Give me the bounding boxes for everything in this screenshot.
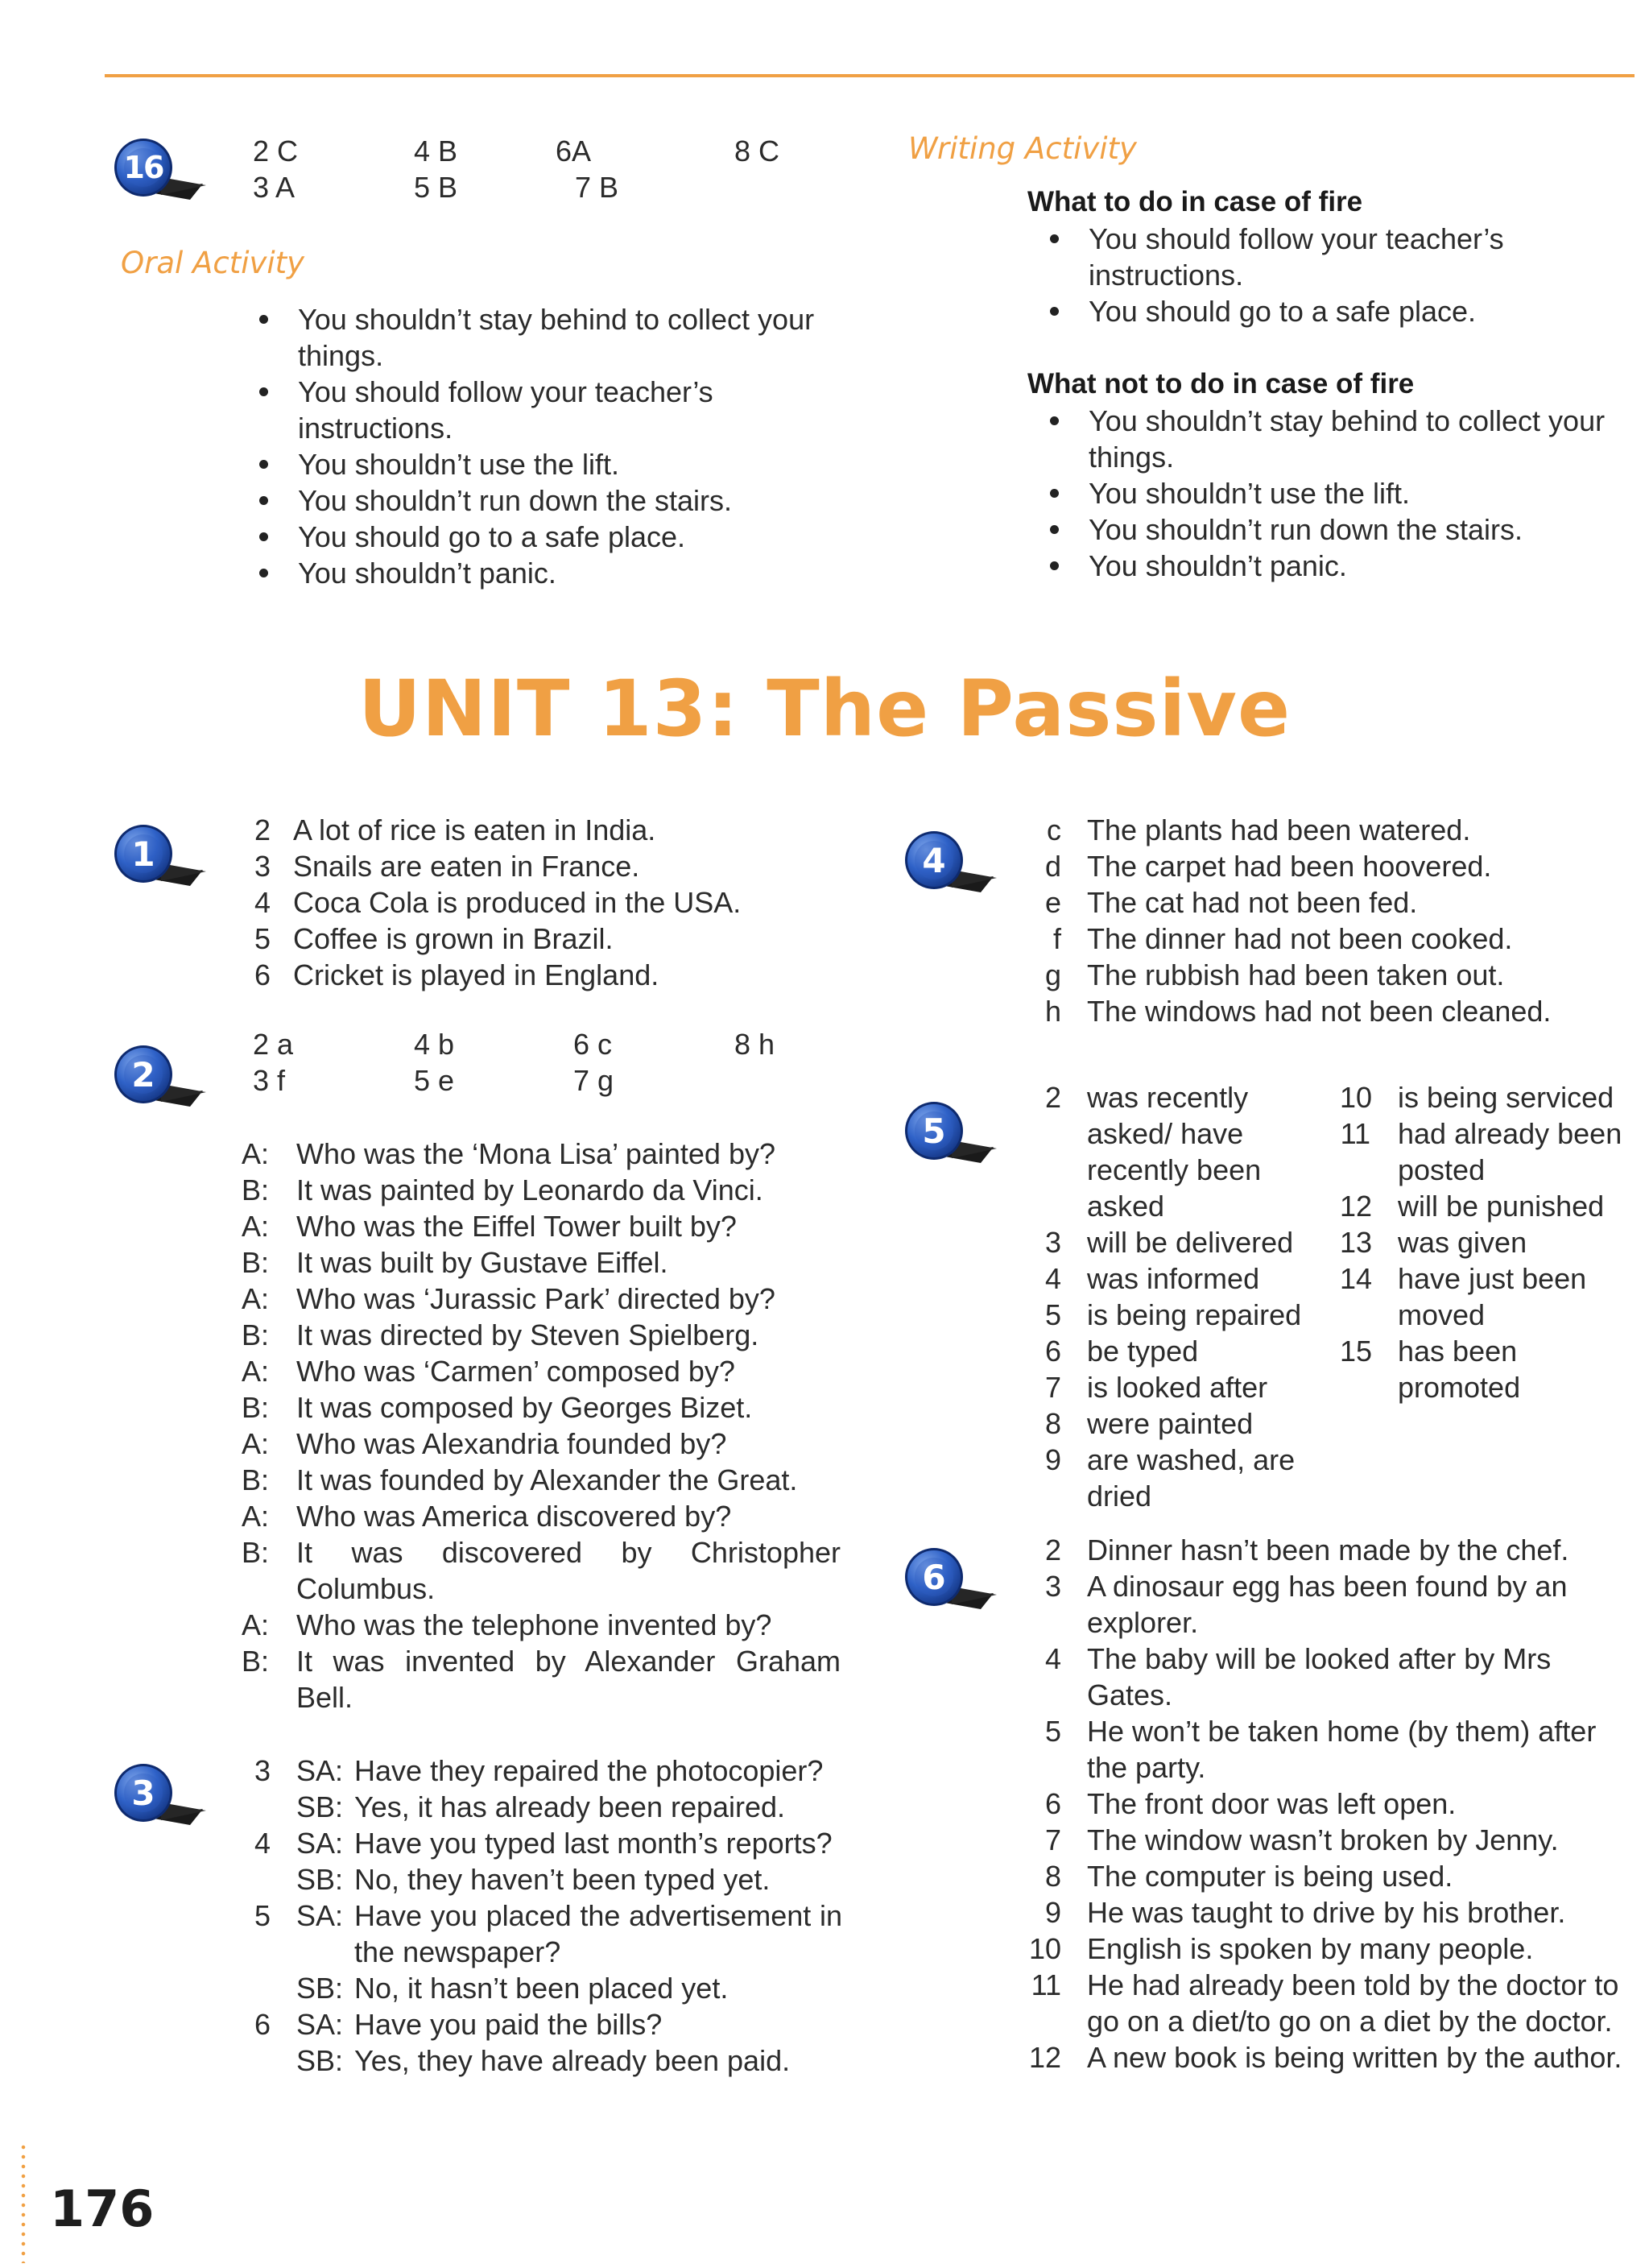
list-item: [1039, 812, 1635, 848]
speaker-label: B:: [242, 1536, 270, 1569]
list-item: [238, 921, 850, 957]
list-item: [1039, 884, 1635, 921]
item-number: 8: [1044, 1407, 1061, 1440]
speaker-label: B:: [242, 1391, 270, 1424]
unit-title: UNIT 13: The Passive: [357, 664, 1292, 754]
dialogue-text: Who was the ‘Mona Lisa’ painted by?: [296, 1137, 776, 1170]
exercise-3-badge: [113, 1761, 208, 1825]
dialogue-text: Who was the Eiffel Tower built by?: [296, 1210, 737, 1243]
dialogue-text: Who was the telephone invented by?: [296, 1608, 772, 1641]
dialogue-question: [242, 1898, 842, 1970]
item-number: 4: [254, 886, 271, 919]
dialogue-text: It was composed by Georges Bizet.: [296, 1391, 753, 1424]
list-item: [1039, 1333, 1317, 1369]
dialogue-line: [242, 1534, 841, 1607]
item-text: A dinosaur egg has been found by an explorer.: [1087, 1570, 1568, 1639]
speaker-label: B:: [242, 1463, 270, 1496]
item-text: The carpet had been hoovered.: [1087, 850, 1492, 883]
item-text: The plants had been watered.: [1087, 813, 1471, 846]
speaker-label: SB:: [296, 2044, 344, 2077]
indent: [242, 1970, 296, 2006]
item-number: 4: [1044, 1642, 1061, 1675]
dialogue-line: [242, 1244, 841, 1281]
bullet-item: You shouldn’t panic.: [253, 555, 865, 591]
speaker-label: SB:: [296, 1790, 344, 1823]
bullet-item: You shouldn’t use the lift.: [253, 446, 865, 482]
answer-cell: 5 e: [414, 1064, 455, 1097]
dialogue-text: Who was ‘Carmen’ composed by?: [296, 1355, 735, 1388]
list-item: [1039, 1405, 1317, 1442]
dialogue-answer: [242, 1789, 842, 1825]
dialogue-line: [242, 1208, 841, 1244]
dialogue-answer: [242, 1970, 842, 2006]
list-item: [1340, 1333, 1635, 1405]
list-item: [1027, 1822, 1638, 1858]
speaker-label: B:: [242, 1246, 270, 1279]
exercise-5-badge: [903, 1099, 998, 1163]
speaker-label: B:: [242, 1173, 270, 1206]
item-text: Coca Cola is produced in the USA.: [293, 886, 742, 919]
item-number: 2: [254, 813, 271, 846]
bullet-item: You should follow your teacher’s instructions.: [253, 374, 865, 446]
item-text: English is spoken by many people.: [1087, 1932, 1534, 1965]
do-list: [1044, 221, 1623, 329]
list-item: [1039, 1297, 1317, 1333]
item-number: 9: [1044, 1443, 1061, 1476]
dialogue-text: Who was America discovered by?: [296, 1500, 732, 1533]
item-number: g: [1044, 958, 1061, 991]
item-text: has been promoted: [1398, 1335, 1521, 1404]
dialogue-line: [242, 1353, 841, 1389]
speaker-label: SB:: [296, 1863, 344, 1896]
item-number: 2: [1044, 1533, 1061, 1566]
answer-cell: 6A: [556, 135, 592, 168]
dialogue-text: It was invented by Alexander Graham Bell.: [296, 1645, 841, 1714]
item-text: Snails are eaten in France.: [293, 850, 640, 883]
answer-cell: 3 f: [253, 1064, 286, 1097]
oral-activity-list: [253, 301, 865, 591]
exercise-number: 3: [131, 1773, 155, 1813]
dialogue-text: It was discovered by Christopher Columbus.: [296, 1536, 841, 1605]
indent: [242, 1789, 296, 1825]
list-item: [1340, 1260, 1635, 1333]
speaker-label: A:: [242, 1500, 270, 1533]
item-number: 12: [1340, 1190, 1373, 1223]
item-text: are washed, are dried: [1087, 1443, 1296, 1513]
dialogue-line: [242, 1498, 841, 1534]
item-number: 14: [1340, 1262, 1373, 1295]
dialogue-question: [242, 2006, 842, 2042]
item-text: will be delivered: [1087, 1226, 1294, 1259]
question-text: Have they repaired the photocopier?: [354, 1754, 824, 1787]
question-text: Have you typed last month’s reports?: [354, 1827, 833, 1860]
list-item: [1027, 1568, 1638, 1641]
item-number: 7: [1044, 1823, 1061, 1856]
answer-cell: 8 h: [734, 1028, 775, 1061]
list-item: [1340, 1079, 1635, 1115]
speaker-label: A:: [242, 1137, 270, 1170]
item-number: 3: [1044, 1570, 1061, 1603]
dialogue-line: [242, 1389, 841, 1426]
dialogue-answer: [242, 1861, 842, 1898]
bullet-item: You should follow your teacher’s instructions.: [1044, 221, 1623, 293]
speaker-label: SB:: [296, 1972, 344, 2005]
list-item: [1039, 848, 1635, 884]
question-text: Have you placed the advertisement in the newspaper?: [354, 1899, 842, 1968]
bullet-item: You shouldn’t stay behind to collect your things.: [253, 301, 865, 374]
list-item: [1039, 993, 1635, 1029]
speaker-label: A:: [242, 1355, 270, 1388]
list-item: [1039, 1442, 1317, 1514]
list-item: [1027, 1931, 1638, 1967]
speaker-label: SA:: [296, 1899, 344, 1932]
margin-dots: [21, 2142, 26, 2263]
speaker-label: A:: [242, 1608, 270, 1641]
item-text: A lot of rice is eaten in India.: [293, 813, 656, 846]
exercise-6-badge: [903, 1545, 998, 1609]
item-number: 12: [1028, 2041, 1061, 2074]
answer-cell: 2 C: [253, 135, 299, 168]
dialogue-text: Who was ‘Jurassic Park’ directed by?: [296, 1282, 775, 1315]
dialogue-question: [242, 1825, 842, 1861]
speaker-label: B:: [242, 1318, 270, 1351]
list-item: [238, 884, 850, 921]
bullet-item: You should go to a safe place.: [253, 519, 865, 555]
answer-text: No, it hasn’t been placed yet.: [354, 1972, 729, 2005]
list-item: [1027, 1894, 1638, 1931]
item-number: 5: [254, 922, 271, 955]
oral-activity-title: Oral Activity: [121, 246, 305, 280]
item-text: The windows had not been cleaned.: [1087, 995, 1552, 1028]
item-number: h: [1044, 995, 1061, 1028]
item-text: He had already been told by the doctor to go on a diet/to go on a diet by the doctor.: [1087, 1968, 1619, 2038]
list-item: [1340, 1115, 1635, 1188]
list-item: [1039, 921, 1635, 957]
item-number: 10: [1340, 1081, 1373, 1114]
dialogue-line: [242, 1607, 841, 1643]
exercise-4-badge: [903, 828, 998, 892]
list-item: [1027, 1641, 1638, 1713]
item-text: The front door was left open.: [1087, 1787, 1457, 1820]
item-number: 4: [1044, 1262, 1061, 1295]
speaker-label: A:: [242, 1282, 270, 1315]
exercise-6-list: [1027, 1532, 1638, 2076]
exercise-3-list: [242, 1753, 842, 2079]
writing-activity-title: Writing Activity: [908, 131, 1137, 166]
list-item: [1039, 957, 1635, 993]
list-item: [238, 848, 850, 884]
exercise-5-column-2: [1340, 1079, 1635, 1405]
exercise-number: 4: [922, 840, 946, 880]
item-text: was informed: [1087, 1262, 1260, 1295]
indent: [242, 1861, 296, 1898]
speaker-label: SA:: [296, 1827, 344, 1860]
item-text: The rubbish had been taken out.: [1087, 958, 1505, 991]
item-text: will be punished: [1398, 1190, 1605, 1223]
item-text: The dinner had not been cooked.: [1087, 922, 1513, 955]
dialogue-text: It was built by Gustave Eiffel.: [296, 1246, 668, 1279]
item-text: He won’t be taken home (by them) after the party.: [1087, 1715, 1597, 1784]
item-number: 3: [254, 850, 271, 883]
dont-heading: What not to do in case of fire: [1027, 368, 1415, 399]
answer-text: Yes, it has already been repaired.: [354, 1790, 786, 1823]
item-number: 4: [254, 1827, 271, 1860]
item-number: 9: [1044, 1896, 1061, 1929]
exercise-1-badge: [113, 822, 208, 886]
do-heading: What to do in case of fire: [1027, 186, 1363, 217]
item-number: 3: [1044, 1226, 1061, 1259]
item-number: 7: [1044, 1371, 1061, 1404]
dialogue-line: [242, 1172, 841, 1208]
item-text: The computer is being used.: [1087, 1860, 1453, 1893]
indent: [242, 2042, 296, 2079]
item-text: was recently asked/ have recently been asked: [1087, 1081, 1262, 1223]
list-item: [1027, 1532, 1638, 1568]
exercise-2-badge: [113, 1042, 208, 1107]
list-item: [238, 957, 850, 993]
item-text: was given: [1398, 1226, 1527, 1259]
list-item: [1039, 1224, 1317, 1260]
list-item: [1027, 1786, 1638, 1822]
dialogue-line: [242, 1136, 841, 1172]
dialogue-text: It was founded by Alexander the Great.: [296, 1463, 798, 1496]
answer-cell: 2 a: [253, 1028, 294, 1061]
item-text: The window wasn’t broken by Jenny.: [1087, 1823, 1559, 1856]
item-text: is being serviced: [1398, 1081, 1614, 1114]
dialogue-text: It was directed by Steven Spielberg.: [296, 1318, 759, 1351]
question-text: Have you paid the bills?: [354, 2008, 663, 2041]
answer-cell: 4 b: [414, 1028, 455, 1061]
list-item: [1340, 1188, 1635, 1224]
item-text: had already been posted: [1398, 1117, 1622, 1186]
top-rule: [105, 74, 1635, 77]
item-number: 6: [254, 958, 271, 991]
exercise-number: 16: [123, 149, 163, 185]
exercise-1-list: [238, 812, 850, 993]
speaker-label: A:: [242, 1210, 270, 1243]
list-item: [1039, 1260, 1317, 1297]
item-text: have just been moved: [1398, 1262, 1587, 1331]
answer-cell: 3 A: [253, 171, 295, 204]
item-number: 5: [1044, 1298, 1061, 1331]
speaker-label: B:: [242, 1645, 270, 1678]
bullet-item: You shouldn’t run down the stairs.: [253, 482, 865, 519]
item-number: 5: [1044, 1715, 1061, 1748]
dialogue-text: Who was Alexandria founded by?: [296, 1427, 727, 1460]
item-number: 6: [1044, 1787, 1061, 1820]
item-text: Cricket is played in England.: [293, 958, 659, 991]
answer-cell: 7 g: [573, 1064, 614, 1097]
item-text: A new book is being written by the author.: [1087, 2041, 1622, 2074]
item-text: Coffee is grown in Brazil.: [293, 922, 614, 955]
item-number: f: [1052, 922, 1061, 955]
exercise-number: 1: [131, 834, 155, 874]
bullet-item: You shouldn’t panic.: [1044, 548, 1639, 584]
dialogue-line: [242, 1317, 841, 1353]
dont-list: [1044, 403, 1639, 584]
item-text: Dinner hasn’t been made by the chef.: [1087, 1533, 1569, 1566]
item-number: 13: [1340, 1226, 1373, 1259]
bullet-item: You shouldn’t use the lift.: [1044, 475, 1639, 511]
exercise-number: 5: [922, 1111, 946, 1151]
answer-cell: 7 B: [575, 171, 619, 204]
answer-text: Yes, they have already been paid.: [354, 2044, 791, 2077]
dialogue-line: [242, 1426, 841, 1462]
exercise-16-badge: [113, 135, 208, 200]
exercise-number: 6: [922, 1557, 946, 1597]
item-number: 11: [1031, 1968, 1061, 2001]
item-number: 3: [254, 1754, 271, 1787]
speaker-label: A:: [242, 1427, 270, 1460]
answer-text: No, they haven’t been typed yet.: [354, 1863, 771, 1896]
list-item: [1027, 1713, 1638, 1786]
exercise-4-list: [1039, 812, 1635, 1029]
list-item: [1027, 1858, 1638, 1894]
item-number: 6: [254, 2008, 271, 2041]
answer-cell: 4 B: [414, 135, 458, 168]
dialogue-line: [242, 1281, 841, 1317]
answer-cell: 5 B: [414, 171, 458, 204]
bullet-item: You should go to a safe place.: [1044, 293, 1623, 329]
exercise-number: 2: [131, 1054, 155, 1095]
item-text: were painted: [1087, 1407, 1254, 1440]
list-item: [1027, 1967, 1638, 2039]
item-number: 15: [1340, 1335, 1373, 1368]
item-text: is looked after: [1087, 1371, 1268, 1404]
answer-cell: 6 c: [573, 1028, 613, 1061]
item-text: The cat had not been fed.: [1087, 886, 1418, 919]
item-text: be typed: [1087, 1335, 1199, 1368]
page-number: 176: [50, 2179, 155, 2238]
list-item: [238, 812, 850, 848]
item-text: is being repaired: [1087, 1298, 1302, 1331]
dialogue-question: [242, 1753, 842, 1789]
list-item: [1039, 1079, 1317, 1224]
bullet-item: You shouldn’t run down the stairs.: [1044, 511, 1639, 548]
list-item: [1027, 2039, 1638, 2076]
item-number: 6: [1044, 1335, 1061, 1368]
item-number: 11: [1340, 1117, 1370, 1150]
item-text: He was taught to drive by his brother.: [1087, 1896, 1566, 1929]
item-number: d: [1044, 850, 1061, 883]
bullet-item: You shouldn’t stay behind to collect your things.: [1044, 403, 1639, 475]
speaker-label: SA:: [296, 2008, 344, 2041]
item-number: e: [1044, 886, 1061, 919]
item-number: 8: [1044, 1860, 1061, 1893]
item-number: c: [1047, 813, 1061, 846]
dialogue-text: It was painted by Leonardo da Vinci.: [296, 1173, 763, 1206]
exercise-5-column-1: [1039, 1079, 1317, 1514]
item-number: 5: [254, 1899, 271, 1932]
speaker-label: SA:: [296, 1754, 344, 1787]
item-text: The baby will be looked after by Mrs Gates.: [1087, 1642, 1552, 1711]
dialogue-answer: [242, 2042, 842, 2079]
answer-cell: 8 C: [734, 135, 780, 168]
list-item: [1340, 1224, 1635, 1260]
dialogue-line: [242, 1462, 841, 1498]
exercise-2-dialogue: [242, 1136, 841, 1715]
dialogue-line: [242, 1643, 841, 1715]
item-number: 2: [1044, 1081, 1061, 1114]
item-number: 10: [1028, 1932, 1061, 1965]
list-item: [1039, 1369, 1317, 1405]
